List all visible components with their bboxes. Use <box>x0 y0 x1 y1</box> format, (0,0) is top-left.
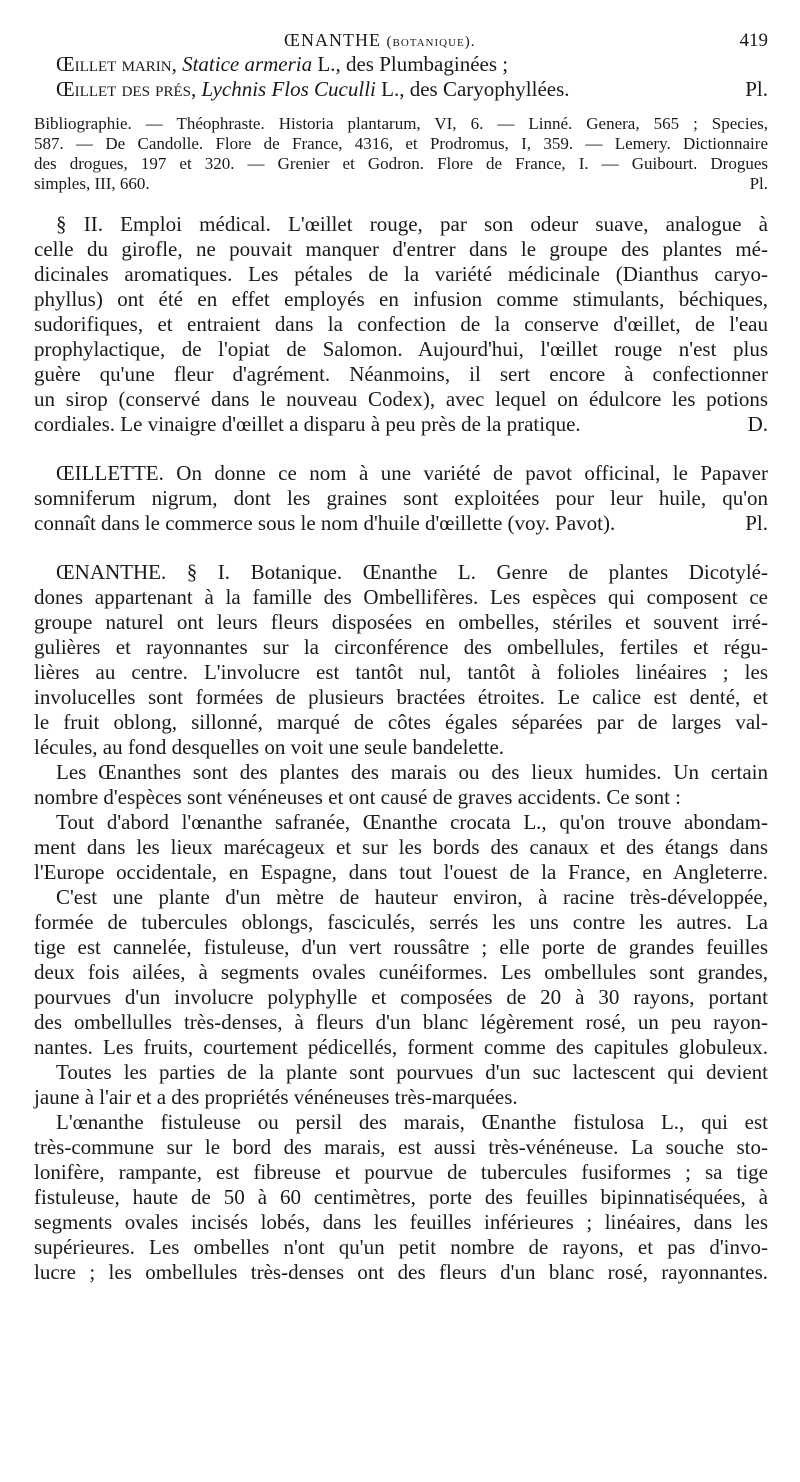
running-title-subtitle: (botanique). <box>386 34 476 50</box>
text-line: fistuleuse, haute de 50 à 60 centimètres, porte des feuilles bipinnatiséquées, à <box>34 1185 768 1209</box>
text-line: prophylactique, de l'opiat de Salomon. Aujourd'hui, l'œillet rouge n'est plus <box>34 337 768 361</box>
page-header <box>34 22 768 52</box>
text-line: § II. Emploi médical. L'œillet rouge, par son odeur suave, analogue à <box>56 212 768 236</box>
text-line: des ombellulles très-denses, à fleurs d'un blanc légèrement rosé, un peu rayon- <box>34 1010 768 1034</box>
section-emploi-medical <box>34 212 768 437</box>
text-line: nombre d'espèces sont vénéneuses et ont causé de graves accidents. Ce sont : <box>34 785 681 809</box>
text-line: lucre ; les ombellules très-denses ont des fleurs d'un blanc rosé, rayonnantes. <box>34 1260 768 1284</box>
page <box>34 22 768 1285</box>
text-line: le fruit oblong, sillonné, marqué de côtes égales séparées par de larges val- <box>34 710 768 734</box>
entry-oenanthe <box>34 560 768 1285</box>
entry-oeillette <box>34 461 768 536</box>
text-line: segments ovales incisés lobés, dans les feuilles inférieures ; linéaires, dans les <box>34 1210 768 1234</box>
text-line: gulières et rayonnantes sur la circonférence des ombellules, fertiles et régu- <box>34 635 768 659</box>
author-signature: Pl. <box>745 77 768 101</box>
page-number: 419 <box>739 30 768 51</box>
text-line: groupe naturel ont leurs fleurs disposées en ombelles, stériles et souvent irré- <box>34 610 768 634</box>
text-line: jaune à l'air et a des propriétés vénéneuses très-marquées. <box>34 1085 518 1109</box>
text-line: l'Europe occidentale, en Espagne, dans tout l'ouest de la France, en Angleterre. <box>34 860 768 884</box>
bibliography-line: simples, III, 660. Pl. <box>34 174 768 193</box>
text-line: Les Œnanthes sont des plantes des marais ou des lieux humides. Un certain <box>56 760 768 784</box>
bibliography-line: des drogues, 197 et 320. — Grenier et Godron. Flore de France, I. — Guibourt. Drogues <box>34 154 768 173</box>
text-line: connaît dans le commerce sous le nom d'huile d'œillette (voy. Pavot). Pl. <box>34 511 768 535</box>
text-line: lécules, au fond desquelles on voit une seule bandelette. <box>34 735 505 759</box>
text-line: deux fois ailées, à segments ovales cunéiformes. Les ombellules sont grandes, <box>34 960 768 984</box>
text-line: C'est une plante d'un mètre de hauteur environ, à racine très-développée, <box>56 885 768 909</box>
text-line: supérieures. Les ombelles n'ont qu'un petit nombre de rayons, et pas d'invo- <box>34 1235 768 1259</box>
text-line: phyllus) ont été en effet employés en infusion comme stimulants, béchiques, <box>34 287 768 311</box>
text-line: somniferum nigrum, dont les graines sont exploitées pour leur huile, qu'on <box>34 486 768 510</box>
text-line: ŒNANTHE. § I. Botanique. Œnanthe L. Genre de plantes Dicotylé- <box>56 560 768 584</box>
text-line: un sirop (conservé dans le nouveau Codex), avec lequel on édulcore les potions <box>34 387 768 411</box>
text-line: Tout d'abord l'œnanthe safranée, Œnanthe crocata L., qu'on trouve abondam- <box>56 810 768 834</box>
bibliography-line: 587. — De Candolle. Flore de France, 4316, et Prodromus, I, 359. — Lemery. Dictionnaire <box>34 134 768 153</box>
bibliography <box>34 114 768 194</box>
author-signature: Pl. <box>745 511 768 535</box>
text-line: cordiales. Le vinaigre d'œillet a disparu à peu près de la pratique. D. <box>34 412 768 436</box>
synonym-line: Œillet des prés, Lychnis Flos Cuculli L., des Caryophyllées. Pl. <box>56 77 768 101</box>
text-line: tige est cannelée, fistuleuse, d'un vert roussâtre ; elle porte de grandes feuilles <box>34 935 768 959</box>
running-title <box>284 30 476 51</box>
author-signature: D. <box>747 412 768 436</box>
text-line: formée de tubercules oblongs, fasciculés, serrés les uns contre les autres. La <box>34 910 768 934</box>
text-line: celle du girofle, ne pouvait manquer d'entrer dans le groupe des plantes mé- <box>34 237 768 261</box>
synonyms-block <box>34 52 768 102</box>
text-line: ment dans les lieux marécageux et sur les bords des canaux et des étangs dans <box>34 835 768 859</box>
text-line: sudorifiques, et entraient dans la confection de la conserve d'œillet, de l'eau <box>34 312 768 336</box>
text-line: Toutes les parties de la plante sont pourvues d'un suc lactescent qui devient <box>56 1060 768 1084</box>
text-line: guère qu'une fleur d'agrément. Néanmoins, il sert encore à confectionner <box>34 362 768 386</box>
text-line: très-commune sur le bord des marais, est aussi très-vénéneuse. La souche sto- <box>34 1135 768 1159</box>
text-line: involucelles sont formées de plusieurs bractées étroites. Le calice est denté, et <box>34 685 768 709</box>
synonym-line: Œillet marin, Statice armeria L., des Plumbaginées ; <box>56 52 509 76</box>
text-line: ŒILLETTE. On donne ce nom à une variété de pavot officinal, le Papaver <box>56 461 768 485</box>
text-line: lonifère, rampante, est fibreuse et pourvue de tubercules fusiformes ; sa tige <box>34 1160 768 1184</box>
author-signature: Pl. <box>749 174 768 193</box>
text-line: dicinales aromatiques. Les pétales de la variété médicinale (Dianthus caryo- <box>34 262 768 286</box>
bibliography-line: Bibliographie. — Théophraste. Historia plantarum, VI, 6. — Linné. Genera, 565 ; Species, <box>34 114 768 133</box>
text-line: nantes. Les fruits, courtement pédicellés, forment comme des capitules globuleux. <box>34 1035 768 1059</box>
text-line: L'œnanthe fistuleuse ou persil des marais, Œnanthe fistulosa L., qui est <box>56 1110 768 1134</box>
text-line: lières au centre. L'involucre est tantôt nul, tantôt à folioles linéaires ; les <box>34 660 768 684</box>
text-line: dones appartenant à la famille des Ombellifères. Les espèces qui composent ce <box>34 585 768 609</box>
text-line: pourvues d'un involucre polyphylle et composées de 20 à 30 rayons, portant <box>34 985 768 1009</box>
running-title-main: ŒNANTHE <box>284 30 381 50</box>
